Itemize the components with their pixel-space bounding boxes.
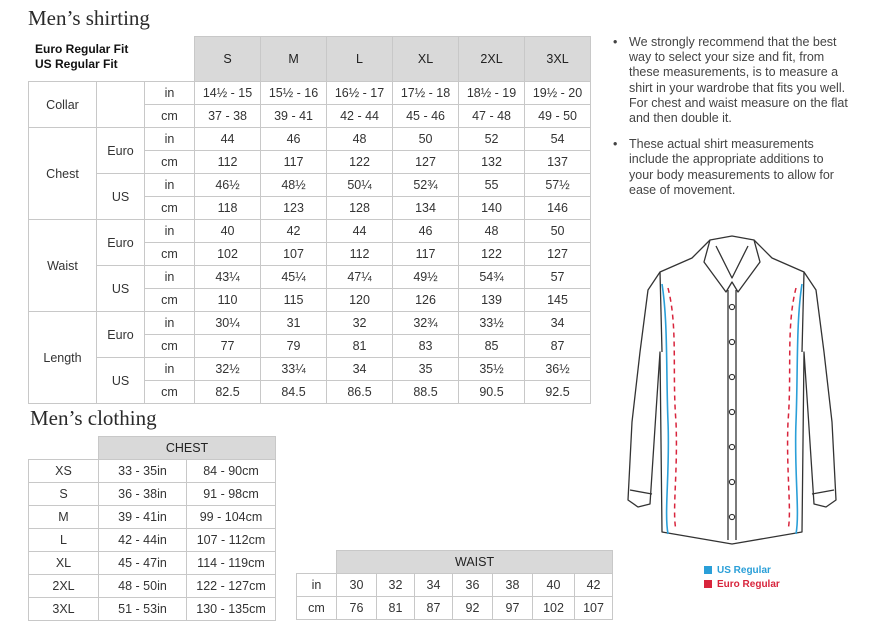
size-header: M (261, 37, 327, 82)
size-header: XL (393, 37, 459, 82)
legend-label: Euro Regular (717, 578, 780, 590)
size-value: 137 (525, 151, 591, 174)
size-value: 117 (393, 243, 459, 266)
size-value: 52¾ (393, 174, 459, 197)
bullet-icon: • (613, 137, 618, 152)
size-value: 140 (459, 197, 525, 220)
size-value: 122 (327, 151, 393, 174)
size-value: 34 (525, 312, 591, 335)
size-value: 47 - 48 (459, 105, 525, 128)
size-value: 42 - 44 (327, 105, 393, 128)
table-row (29, 552, 276, 575)
unit-label: cm (145, 381, 195, 404)
size-value: 82.5 (195, 381, 261, 404)
size-value: 126 (393, 289, 459, 312)
table-row (297, 597, 613, 620)
size-value: 42 (261, 220, 327, 243)
table-header-row (29, 437, 276, 460)
unit-label: in (145, 266, 195, 289)
chest-header: CHEST (99, 437, 276, 460)
size-value: 14½ - 15 (195, 82, 261, 105)
size-value: 112 (327, 243, 393, 266)
unit-label: in (145, 358, 195, 381)
size-value: 123 (261, 197, 327, 220)
waist-value: 30 (337, 574, 377, 597)
table-row (29, 82, 591, 105)
unit-label: cm (145, 151, 195, 174)
table-row (29, 220, 591, 243)
table-row (29, 506, 276, 529)
size-value: 50 (393, 128, 459, 151)
table-row (29, 575, 276, 598)
waist-value: 40 (533, 574, 575, 597)
size-value: 118 (195, 197, 261, 220)
size-value: 92.5 (525, 381, 591, 404)
size-label: S (29, 483, 99, 506)
legend-item-us (704, 563, 780, 577)
size-value: 55 (459, 174, 525, 197)
note-text: We strongly recommend that the best way to select your size and fit, from these measurements, is to measure a shirt in your wardrobe that fits you well. For chest and waist measure on the flat and then double it. (629, 35, 848, 126)
chest-cm: 84 - 90cm (187, 460, 276, 483)
table-header-row (297, 551, 613, 574)
chest-cm: 122 - 127cm (187, 575, 276, 598)
table-row (29, 529, 276, 552)
waist-value: 102 (533, 597, 575, 620)
chest-inches: 36 - 38in (99, 483, 187, 506)
fit-label-euro: Euro Regular Fit (35, 42, 129, 56)
size-value: 35½ (459, 358, 525, 381)
size-value: 127 (393, 151, 459, 174)
fit-label: US (97, 266, 145, 312)
size-value: 84.5 (261, 381, 327, 404)
waist-value: 38 (493, 574, 533, 597)
size-value: 31 (261, 312, 327, 335)
measure-label: Collar (29, 82, 97, 128)
size-header: 3XL (525, 37, 591, 82)
chest-inches: 42 - 44in (99, 529, 187, 552)
size-label: M (29, 506, 99, 529)
size-value: 32½ (195, 358, 261, 381)
size-value: 81 (327, 335, 393, 358)
chest-cm: 99 - 104cm (187, 506, 276, 529)
size-value: 32¾ (393, 312, 459, 335)
note-item (611, 137, 851, 198)
legend-swatch (704, 566, 712, 574)
unit-label: in (145, 312, 195, 335)
size-value: 115 (261, 289, 327, 312)
size-value: 132 (459, 151, 525, 174)
fit-label: Euro (97, 128, 145, 174)
chest-inches: 51 - 53in (99, 598, 187, 621)
fit-legend (704, 563, 780, 591)
size-value: 36½ (525, 358, 591, 381)
table-row (29, 460, 276, 483)
size-value: 39 - 41 (261, 105, 327, 128)
size-value: 49 - 50 (525, 105, 591, 128)
size-value: 134 (393, 197, 459, 220)
unit-label: cm (297, 597, 337, 620)
table-row (29, 266, 591, 289)
size-value: 57 (525, 266, 591, 289)
waist-value: 42 (575, 574, 613, 597)
size-label: 2XL (29, 575, 99, 598)
size-value: 34 (327, 358, 393, 381)
size-value: 112 (195, 151, 261, 174)
chest-inches: 45 - 47in (99, 552, 187, 575)
size-value: 30¼ (195, 312, 261, 335)
size-value: 45¼ (261, 266, 327, 289)
chest-cm: 130 - 135cm (187, 598, 276, 621)
fit-label: Euro (97, 312, 145, 358)
notes-list (611, 35, 851, 209)
bullet-icon: • (613, 35, 618, 49)
unit-label: in (145, 128, 195, 151)
size-value: 35 (393, 358, 459, 381)
measure-label: Waist (29, 220, 97, 312)
size-value: 48½ (261, 174, 327, 197)
size-value: 16½ - 17 (327, 82, 393, 105)
size-value: 54 (525, 128, 591, 151)
size-value: 50 (525, 220, 591, 243)
size-value: 50¼ (327, 174, 393, 197)
unit-label: in (145, 220, 195, 243)
unit-label: in (297, 574, 337, 597)
waist-value: 81 (377, 597, 415, 620)
table-row (29, 312, 591, 335)
size-value: 146 (525, 197, 591, 220)
size-value: 54¾ (459, 266, 525, 289)
size-value: 32 (327, 312, 393, 335)
size-value: 83 (393, 335, 459, 358)
fit-label: US (97, 358, 145, 404)
legend-label: US Regular (717, 564, 771, 576)
waist-value: 34 (415, 574, 453, 597)
table-row (29, 358, 591, 381)
chest-cm: 114 - 119cm (187, 552, 276, 575)
size-value: 110 (195, 289, 261, 312)
size-value: 17½ - 18 (393, 82, 459, 105)
size-header: S (195, 37, 261, 82)
size-value: 57½ (525, 174, 591, 197)
waist-value: 36 (453, 574, 493, 597)
note-item (611, 35, 851, 126)
size-value: 122 (459, 243, 525, 266)
size-value: 45 - 46 (393, 105, 459, 128)
size-value: 18½ - 19 (459, 82, 525, 105)
waist-header: WAIST (337, 551, 613, 574)
shirting-size-table (28, 36, 591, 404)
waist-value: 32 (377, 574, 415, 597)
table-row (297, 574, 613, 597)
table-header-row (29, 37, 591, 82)
size-value: 44 (327, 220, 393, 243)
size-value: 49½ (393, 266, 459, 289)
table-row (29, 598, 276, 621)
unit-label: in (145, 82, 195, 105)
table-row (29, 174, 591, 197)
size-value: 145 (525, 289, 591, 312)
size-value: 117 (261, 151, 327, 174)
chest-inches: 33 - 35in (99, 460, 187, 483)
size-value: 88.5 (393, 381, 459, 404)
size-label: XS (29, 460, 99, 483)
waist-value: 76 (337, 597, 377, 620)
chest-cm: 91 - 98cm (187, 483, 276, 506)
legend-swatch (704, 580, 712, 588)
size-value: 40 (195, 220, 261, 243)
size-value: 128 (327, 197, 393, 220)
waist-value: 97 (493, 597, 533, 620)
size-value: 46½ (195, 174, 261, 197)
chest-inches: 39 - 41in (99, 506, 187, 529)
size-value: 44 (195, 128, 261, 151)
size-header: L (327, 37, 393, 82)
size-value: 127 (525, 243, 591, 266)
clothing-title: Men’s clothing (30, 406, 157, 430)
size-value: 52 (459, 128, 525, 151)
waist-value: 107 (575, 597, 613, 620)
fit-cell (97, 82, 145, 128)
unit-label: in (145, 174, 195, 197)
size-value: 48 (327, 128, 393, 151)
chest-inches: 48 - 50in (99, 575, 187, 598)
size-value: 48 (459, 220, 525, 243)
note-text: These actual shirt measurements include the appropriate additions to your body measurements to allow for ease of movement. (629, 137, 834, 197)
unit-label: cm (145, 105, 195, 128)
size-value: 77 (195, 335, 261, 358)
size-label: XL (29, 552, 99, 575)
size-value: 79 (261, 335, 327, 358)
size-value: 15½ - 16 (261, 82, 327, 105)
size-value: 46 (261, 128, 327, 151)
table-row (29, 483, 276, 506)
size-value: 86.5 (327, 381, 393, 404)
size-value: 90.5 (459, 381, 525, 404)
unit-label: cm (145, 197, 195, 220)
waist-value: 87 (415, 597, 453, 620)
shirt-illustration-icon (620, 232, 850, 557)
size-value: 102 (195, 243, 261, 266)
clothing-waist-table (296, 550, 613, 620)
size-value: 46 (393, 220, 459, 243)
fit-label: Euro (97, 220, 145, 266)
unit-label: cm (145, 243, 195, 266)
header-spacer (29, 437, 99, 460)
size-label: L (29, 529, 99, 552)
measure-label: Length (29, 312, 97, 404)
size-value: 43¼ (195, 266, 261, 289)
size-label: 3XL (29, 598, 99, 621)
unit-label: cm (145, 289, 195, 312)
size-value: 33¼ (261, 358, 327, 381)
waist-value: 92 (453, 597, 493, 620)
size-value: 85 (459, 335, 525, 358)
header-spacer (29, 37, 195, 82)
size-value: 120 (327, 289, 393, 312)
measure-label: Chest (29, 128, 97, 220)
size-value: 87 (525, 335, 591, 358)
table-row (29, 128, 591, 151)
size-value: 33½ (459, 312, 525, 335)
size-value: 139 (459, 289, 525, 312)
header-spacer (297, 551, 337, 574)
fit-label-us: US Regular Fit (35, 57, 118, 71)
legend-item-euro (704, 577, 780, 591)
size-value: 37 - 38 (195, 105, 261, 128)
shirting-title: Men’s shirting (28, 6, 150, 30)
size-value: 19½ - 20 (525, 82, 591, 105)
fit-label: US (97, 174, 145, 220)
size-header: 2XL (459, 37, 525, 82)
size-value: 107 (261, 243, 327, 266)
size-value: 47¼ (327, 266, 393, 289)
unit-label: cm (145, 335, 195, 358)
clothing-chest-table (28, 436, 276, 621)
chest-cm: 107 - 112cm (187, 529, 276, 552)
